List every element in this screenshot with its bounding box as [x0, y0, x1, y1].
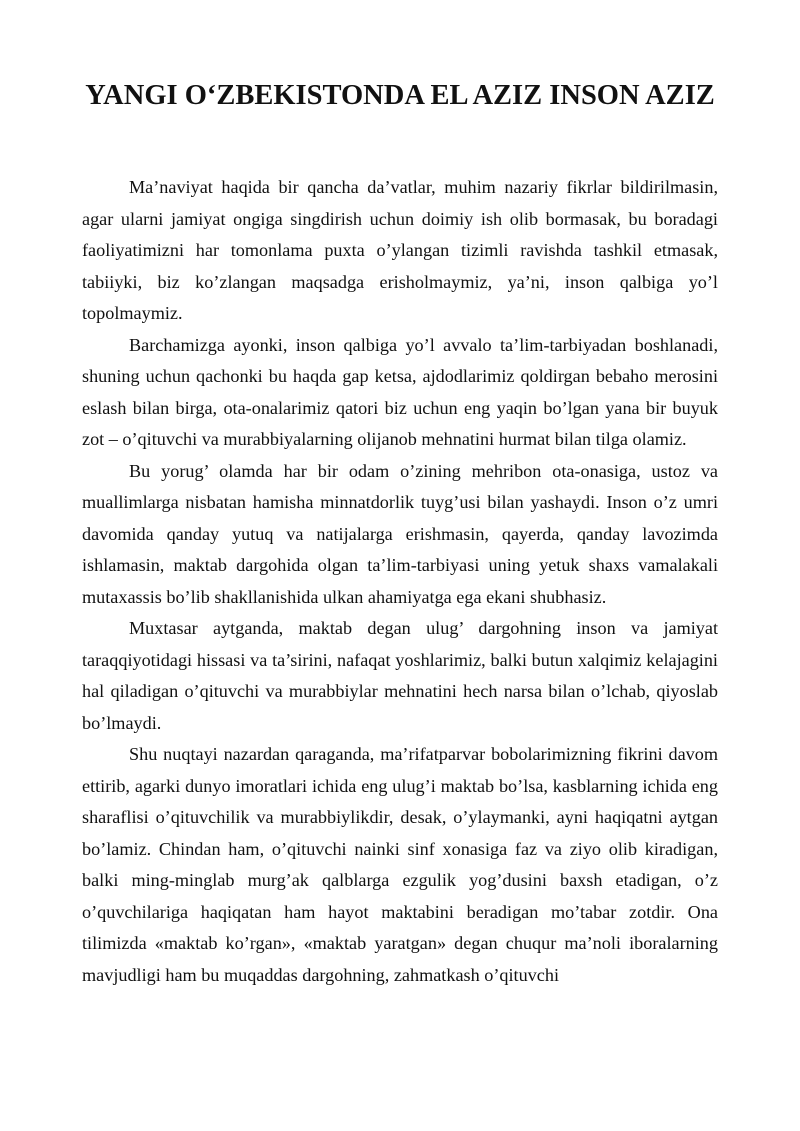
paragraph-2: Barchamizga ayonki, inson qalbiga yo’l avvalo ta’lim-tarbiyadan boshlanadi, shuning uchun qachonki bu haqda gap ketsa, ajdodlarimiz qoldirgan bebaho merosini eslash bilan birga, ota-onalarimiz qatori biz uchun eng yaqin bo’lgan yana bir buyuk zot – o’qituvchi va murabbiyalarning olijanob mehnatini hurmat bilan tilga olamiz.	[82, 334, 718, 449]
paragraph-4: Muxtasar aytganda, maktab degan ulug’ dargohning inson va jamiyat taraqqiyotidagi hissasi va ta’sirini, nafaqat yoshlarimiz, balki butun xalqimiz kelajagini hal qiladigan o’qituvchi va murabbiylar mehnatini hech narsa bilan o’lchab, qiyoslab bo’lmaydi.	[82, 618, 718, 733]
paragraph-5: Shu nuqtayi nazardan qaraganda, ma’rifatparvar bobolarimizning fikrini davom ettirib, agarki dunyo imoratlari ichida eng ulug’i maktab bo’lsa, kasblarning ichida eng sharaflisi o’qituvchilik va murabbiylikdir, desak, o’ylaymanki, ayni haqiqatni aytgan bo’lamiz. Chindan ham, o’qituvchi nainki sinf xonasiga faz va ziyo olib kiradigan, balki ming-minglab murg’ak qalblarga ezgulik yog’dusini baxsh etadigan, o’z o’quvchilariga haqiqatan ham hayot maktabini beradigan mo’tabar zotdir. Ona tilimizda «maktab ko’rgan», «maktab yaratgan» degan chuqur ma’noli iboralarning mavjudligi ham bu muqaddas dargohning, zahmatkash o’qituvchi	[82, 744, 718, 985]
paragraph-1: Ma’naviyat haqida bir qancha da’vatlar, muhim nazariy fikrlar bildirilmasin, agar ularni jamiyat ongiga singdirish uchun doimiy ish olib bormasak, bu boradagi faoliyatimizni har tomonlama puxta o’ylangan tizimli ravishda tashkil etmasak, tabiiyki, biz ko’zlangan maqsadga erisholmaymiz, ya’ni, inson qalbiga yo’l topolmaymiz.	[82, 177, 718, 323]
paragraph-3: Bu yorug’ olamda har bir odam o’zining mehribon ota-onasiga, ustoz va muallimlarga nisbatan hamisha minnatdorlik tuyg’usi bilan yashaydi. Inson o’z umri davomida qanday yutuq va natijalarga erishmasin, qayerda, qanday lavozimda ishlamasin, maktab dargohida olgan ta’lim-tarbiyasi uning yetuk shaxs vamalakali mutaxassis bo’lib shakllanishida ulkan ahamiyatga ega ekani shubhasiz.	[82, 460, 718, 607]
document-body	[82, 172, 718, 991]
document-title: YANGI O‘ZBEKISTONDA EL AZIZ INSON AZIZ	[85, 80, 715, 111]
